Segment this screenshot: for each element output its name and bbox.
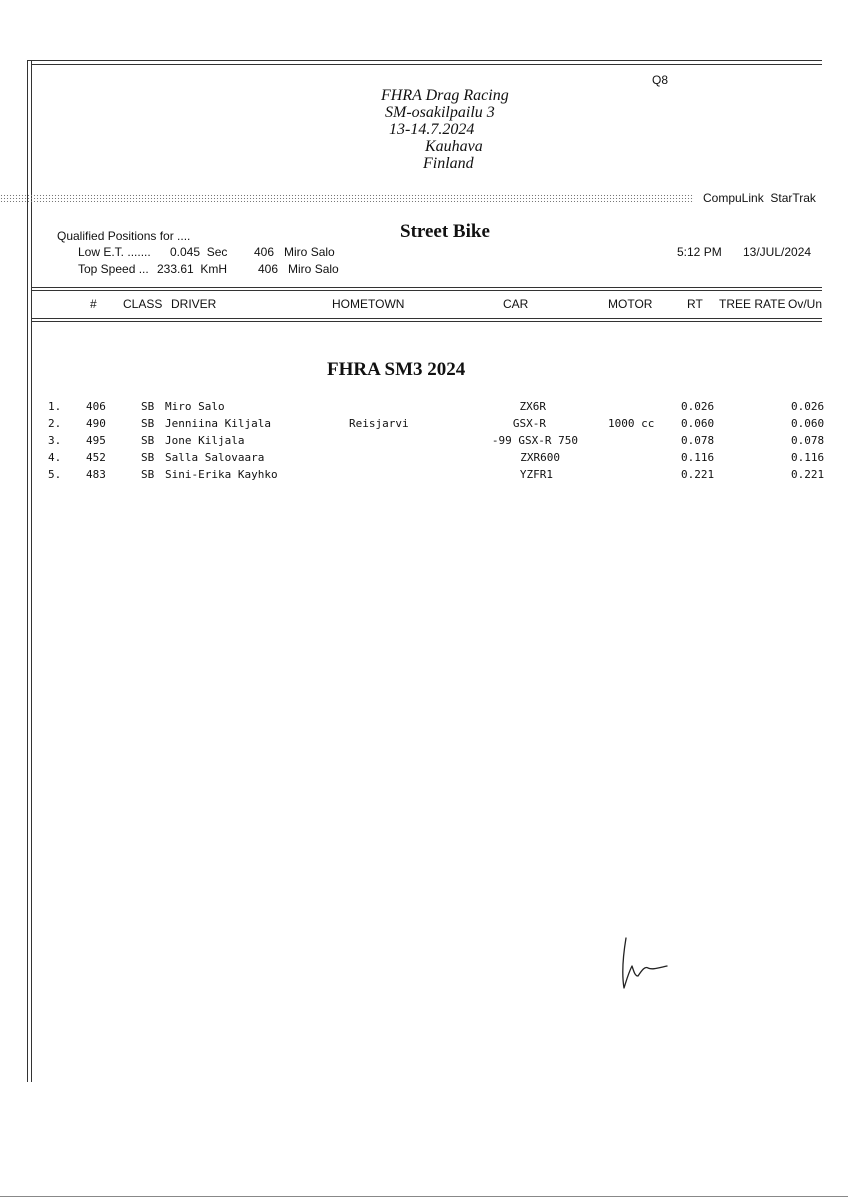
qualified-heading: Qualified Positions for ....: [57, 229, 191, 243]
col-header-driver: DRIVER: [171, 297, 217, 311]
event-title-line-2: SM-osakilpailu 3: [385, 104, 495, 121]
col-header-tree-rate: TREE RATE: [719, 297, 786, 311]
low-et-holder: 406 Miro Salo: [254, 245, 335, 259]
col-header-hometown: HOMETOWN: [332, 297, 405, 311]
row-driver: Jone Kiljala: [165, 434, 245, 447]
row-position: 1.: [48, 400, 62, 413]
row-number: 483: [86, 468, 106, 481]
row-number: 495: [86, 434, 106, 447]
col-header-car: CAR: [503, 297, 529, 311]
row-rt: 0.026: [681, 400, 715, 413]
row-ov-un: 0.116: [791, 451, 825, 464]
row-ov-un: 0.221: [791, 468, 825, 481]
row-class: SB: [141, 434, 155, 447]
low-et-value: 0.045 Sec: [170, 245, 228, 259]
left-border-outer: [27, 60, 28, 1082]
col-header-class: CLASS: [123, 297, 163, 311]
row-number: 452: [86, 451, 106, 464]
section-title: FHRA SM3 2024: [327, 359, 466, 380]
row-class: SB: [141, 417, 155, 430]
row-rt: 0.078: [681, 434, 715, 447]
header-rule-top: [31, 287, 822, 288]
top-speed-value: 233.61 KmH: [157, 262, 228, 276]
row-ov-un: 0.026: [791, 400, 825, 413]
left-border-inner: [31, 60, 32, 1082]
event-title-line-3: 13-14.7.2024: [389, 121, 475, 138]
top-speed-label: Top Speed ...: [78, 262, 149, 276]
row-number: 406: [86, 400, 106, 413]
row-ov-un: 0.060: [791, 417, 825, 430]
row-rt: 0.221: [681, 468, 715, 481]
col-header-motor: MOTOR: [608, 297, 653, 311]
col-header-num: #: [90, 297, 97, 311]
row-hometown: Reisjarvi: [349, 417, 409, 430]
row-car: ZX6R: [519, 400, 546, 413]
row-car: GSX-R: [512, 417, 546, 430]
row-class: SB: [141, 400, 155, 413]
row-driver: Miro Salo: [165, 400, 225, 413]
top-border-2: [31, 64, 822, 65]
system-label: CompuLink StarTrak: [703, 191, 816, 205]
event-title-line-4: Kauhava: [425, 138, 483, 155]
low-et-label: Low E.T. .......: [78, 245, 151, 259]
row-motor: 1000 cc: [608, 417, 655, 430]
row-class: SB: [141, 451, 155, 464]
signature: [612, 930, 682, 1000]
row-driver: Sini-Erika Kayhko: [165, 468, 278, 481]
header-rule-bottom-2: [31, 321, 822, 322]
row-class: SB: [141, 468, 155, 481]
event-code: Q8: [652, 73, 669, 87]
row-position: 4.: [48, 451, 62, 464]
event-title-line-5: Finland: [423, 155, 474, 172]
row-rt: 0.060: [681, 417, 715, 430]
row-driver: Jenniina Kiljala: [165, 417, 271, 430]
dotted-separator: [0, 194, 694, 202]
row-position: 5.: [48, 468, 62, 481]
report-date: 13/JUL/2024: [743, 245, 812, 259]
row-number: 490: [86, 417, 106, 430]
report-time: 5:12 PM: [677, 245, 722, 259]
top-border: [27, 60, 822, 61]
header-rule-top-2: [31, 290, 822, 291]
top-speed-holder: 406 Miro Salo: [258, 262, 339, 276]
row-ov-un: 0.078: [791, 434, 825, 447]
row-car: YZFR1: [519, 468, 553, 481]
category-title: Street Bike: [400, 221, 490, 242]
row-rt: 0.116: [681, 451, 715, 464]
row-car: -99 GSX-R 750: [491, 434, 578, 447]
col-header-rt: RT: [687, 297, 703, 311]
event-title-line-1: FHRA Drag Racing: [381, 87, 509, 104]
row-driver: Salla Salovaara: [165, 451, 265, 464]
row-position: 2.: [48, 417, 62, 430]
row-position: 3.: [48, 434, 62, 447]
row-car: ZXR600: [520, 451, 560, 464]
col-header-ov-un: Ov/Un: [788, 297, 823, 311]
header-rule-bottom: [31, 318, 822, 319]
bottom-edge-line: [0, 1196, 848, 1197]
